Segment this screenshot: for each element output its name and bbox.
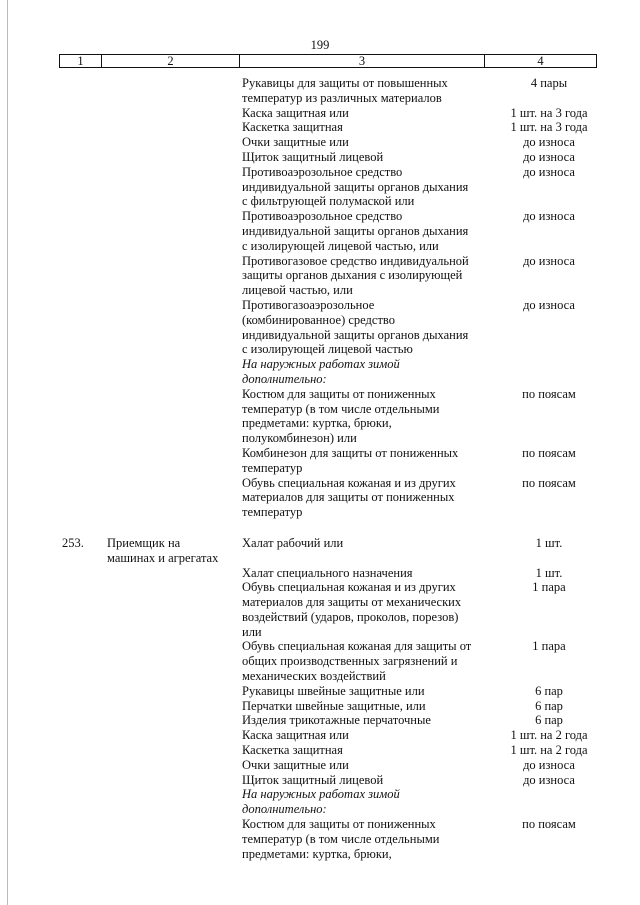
issue-norm: 6 пар	[535, 683, 563, 698]
protective-item	[242, 476, 484, 520]
issue-norm: 6 пар	[535, 713, 563, 728]
protective-item-line: дополнительно:	[242, 371, 327, 386]
profession-name	[107, 298, 242, 357]
protective-item	[242, 298, 484, 357]
table-row	[0, 76, 640, 106]
protective-item-line: материалов для защиты от пониженных	[242, 490, 455, 505]
issue-norm: по поясам	[522, 475, 576, 490]
issue-norm: 4 пары	[530, 76, 568, 90]
profession-name	[107, 150, 242, 165]
table-body	[0, 76, 640, 861]
issue-norm: до износа	[523, 772, 575, 787]
issue-norm: 1 шт. на 3 года	[510, 105, 588, 120]
table-row	[0, 387, 640, 446]
protective-item-line: Щиток защитный лицевой	[242, 149, 384, 164]
entry-number	[62, 209, 107, 253]
entry-number	[62, 254, 107, 298]
protective-item-line: Комбинезон для защиты от пониженных	[242, 445, 459, 460]
profession-name	[107, 476, 242, 520]
entry-number	[62, 743, 107, 758]
entry-number	[62, 566, 107, 581]
protective-item	[242, 713, 484, 728]
issue-norm: до износа	[523, 164, 575, 179]
entry-number	[62, 446, 107, 476]
entry-number	[62, 699, 107, 714]
profession-name-line: машинах и агрегатах	[107, 550, 219, 565]
page-number: 199	[310, 38, 330, 52]
protective-item	[242, 254, 484, 298]
protective-item-line: индивидуальной защиты органов дыхания	[242, 179, 469, 194]
table-row	[0, 357, 640, 387]
protective-item	[242, 743, 484, 758]
protective-item-line: Щиток защитный лицевой	[242, 772, 384, 787]
entry-first-row	[0, 536, 640, 566]
entry-number	[62, 120, 107, 135]
table-row	[0, 106, 640, 121]
profession-name	[107, 254, 242, 298]
profession-name	[107, 209, 242, 253]
protective-item-line: Каскетка защитная	[242, 743, 343, 758]
profession-name	[107, 743, 242, 758]
protective-item-line: с изолирующей лицевой частью, или	[242, 238, 439, 253]
protective-item	[242, 446, 484, 476]
protective-item-line: Рукавицы для защиты от повышенных	[242, 76, 448, 90]
protective-item-line: Костюм для защиты от пониженных	[242, 817, 436, 832]
table-row	[0, 713, 640, 728]
protective-item-line: Противогазоаэрозольное	[242, 297, 375, 312]
entry-number	[62, 106, 107, 121]
entry-number	[62, 357, 107, 387]
entry-number	[62, 150, 107, 165]
protective-item	[242, 150, 484, 165]
protective-item-line: Противоаэрозольное средство	[242, 164, 403, 179]
protective-item	[242, 209, 484, 253]
issue-norm: 1 шт. на 2 года	[510, 743, 588, 758]
issue-norm: по поясам	[522, 445, 576, 460]
protective-item	[242, 773, 484, 788]
profession-name-line: Приемщик на	[107, 535, 181, 550]
profession-name	[107, 580, 242, 639]
protective-item-line: с фильтрующей полумаской или	[242, 194, 415, 209]
protective-item	[242, 566, 484, 581]
protective-item	[242, 165, 484, 209]
issue-norm: 1 пара	[532, 580, 566, 595]
protective-item-line: Обувь специальная кожаная и из других	[242, 475, 456, 490]
protective-item-line: Очки защитные или	[242, 135, 349, 150]
protective-item-line: Халат рабочий или	[242, 535, 344, 550]
profession-name	[107, 120, 242, 135]
table-row	[0, 758, 640, 773]
issue-norm: 1 шт. на 3 года	[510, 120, 588, 135]
entry-number	[62, 135, 107, 150]
entry-number	[62, 713, 107, 728]
entry-number	[62, 728, 107, 743]
table-row	[0, 209, 640, 253]
issue-norm: до износа	[523, 149, 575, 164]
protective-item-line: индивидуальной защиты органов дыхания	[242, 223, 469, 238]
profession-name	[107, 357, 242, 387]
issue-norm: по поясам	[522, 386, 576, 401]
profession-name	[107, 536, 242, 566]
protective-item-line: дополнительно:	[242, 802, 327, 817]
issue-norm: до износа	[523, 253, 575, 268]
protective-item-line: Каска защитная или	[242, 728, 349, 743]
table-row	[0, 743, 640, 758]
table-row	[0, 684, 640, 699]
table-row	[0, 773, 640, 788]
protective-item-line: температур	[242, 460, 303, 475]
table-row	[0, 120, 640, 135]
profession-name	[107, 566, 242, 581]
issue-norm: 1 шт.	[535, 535, 563, 550]
issue-norm: до износа	[523, 135, 575, 150]
protective-item-line: На наружных работах зимой	[242, 357, 400, 372]
issue-norm	[484, 357, 614, 387]
entry-number	[62, 165, 107, 209]
profession-name	[107, 713, 242, 728]
table-row	[0, 165, 640, 209]
protective-item	[242, 728, 484, 743]
entry-number	[62, 76, 107, 106]
protective-item-line: предметами: куртка, брюки,	[242, 846, 392, 861]
protective-item-line: Рукавицы швейные защитные или	[242, 683, 425, 698]
protective-item	[242, 106, 484, 121]
protective-item-line: материалов для защиты от механических	[242, 595, 462, 610]
protective-item	[242, 758, 484, 773]
entry-number	[62, 298, 107, 357]
protective-item-line: Противогазовое средство индивидуальной	[242, 253, 469, 268]
protective-item-line: температур из различных материалов	[242, 90, 442, 105]
entry-number	[62, 387, 107, 446]
protective-item-line: Очки защитные или	[242, 757, 349, 772]
column-header-2: 2	[102, 55, 240, 67]
protective-item	[242, 639, 484, 683]
protective-item-line: индивидуальной защиты органов дыхания	[242, 327, 469, 342]
protective-item	[242, 357, 484, 387]
protective-item	[242, 536, 484, 566]
protective-item	[242, 387, 484, 446]
entry-number	[62, 787, 107, 817]
issue-norm: до износа	[523, 209, 575, 224]
column-header-3: 3	[240, 55, 485, 67]
table-row	[0, 699, 640, 714]
protective-item-line: механических воздействий	[242, 669, 386, 684]
entry-number	[62, 758, 107, 773]
table-row	[0, 580, 640, 639]
protective-item	[242, 699, 484, 714]
protective-item-line: лицевой частью, или	[242, 283, 353, 298]
profession-name	[107, 639, 242, 683]
protective-item-line: или	[242, 624, 262, 639]
protective-item-line: Каскетка защитная	[242, 120, 343, 135]
table-row	[0, 817, 640, 861]
issue-norm: 1 пара	[532, 639, 566, 654]
profession-name	[107, 787, 242, 817]
protective-item-line: полукомбинезон) или	[242, 431, 357, 446]
protective-item-line: Противоаэрозольное средство	[242, 209, 403, 224]
table-row	[0, 639, 640, 683]
protective-item	[242, 580, 484, 639]
table-row	[0, 446, 640, 476]
profession-name	[107, 106, 242, 121]
column-header-row	[59, 54, 597, 68]
protective-item-line: На наружных работах зимой	[242, 787, 400, 802]
entry-number	[62, 580, 107, 639]
entry-number	[62, 684, 107, 699]
protective-item	[242, 817, 484, 861]
profession-name	[107, 684, 242, 699]
entry-number: 253.	[62, 535, 84, 550]
protective-item-line: Халат специального назначения	[242, 565, 413, 580]
table-row	[0, 728, 640, 743]
entry-number	[62, 773, 107, 788]
profession-name	[107, 387, 242, 446]
protective-item-line: защиты органов дыхания с изолирующей	[242, 268, 463, 283]
issue-norm: 1 шт.	[535, 565, 563, 580]
protective-item-line: температур	[242, 505, 303, 520]
column-header-1: 1	[60, 55, 102, 67]
column-header-4: 4	[537, 54, 544, 68]
protective-item-line: Каска защитная или	[242, 105, 349, 120]
table-row	[0, 787, 640, 817]
issue-norm: до износа	[523, 297, 575, 312]
profession-name	[107, 758, 242, 773]
profession-name	[107, 773, 242, 788]
entry-number	[62, 476, 107, 520]
protective-item-line: Обувь специальная кожаная для защиты от	[242, 639, 472, 654]
protective-item	[242, 76, 484, 106]
entry-number	[62, 817, 107, 861]
protective-item-line: Обувь специальная кожаная и из других	[242, 580, 456, 595]
table-row	[0, 135, 640, 150]
issue-norm: до износа	[523, 757, 575, 772]
protective-item-line: с изолирующей лицевой частью	[242, 342, 413, 357]
protective-item-line: предметами: куртка, брюки,	[242, 416, 392, 431]
issue-norm: по поясам	[522, 817, 576, 832]
table-row	[0, 254, 640, 298]
profession-name	[107, 135, 242, 150]
entry-number	[62, 639, 107, 683]
profession-name	[107, 446, 242, 476]
row-gap	[0, 520, 640, 536]
protective-item-line: общих производственных загрязнений и	[242, 654, 458, 669]
protective-item	[242, 120, 484, 135]
profession-name	[107, 76, 242, 106]
protective-item-line: Изделия трикотажные перчаточные	[242, 713, 431, 728]
protective-item	[242, 684, 484, 699]
profession-name	[107, 817, 242, 861]
protective-item-line: температур (в том числе отдельными	[242, 401, 440, 416]
table-row	[0, 298, 640, 357]
table-row	[0, 476, 640, 520]
profession-name	[107, 165, 242, 209]
table-row	[0, 566, 640, 581]
protective-item	[242, 787, 484, 817]
issue-norm	[484, 787, 614, 817]
protective-item-line: Перчатки швейные защитные, или	[242, 698, 426, 713]
protective-item-line: воздействий (ударов, проколов, порезов)	[242, 609, 459, 624]
profession-name	[107, 728, 242, 743]
protective-item-line: температур (в том числе отдельными	[242, 831, 440, 846]
protective-item-line: (комбинированное) средство	[242, 312, 395, 327]
protective-item-line: Костюм для защиты от пониженных	[242, 386, 436, 401]
issue-norm: 6 пар	[535, 698, 563, 713]
table-row	[0, 150, 640, 165]
issue-norm: 1 шт. на 2 года	[510, 728, 588, 743]
protective-item	[242, 135, 484, 150]
profession-name	[107, 699, 242, 714]
